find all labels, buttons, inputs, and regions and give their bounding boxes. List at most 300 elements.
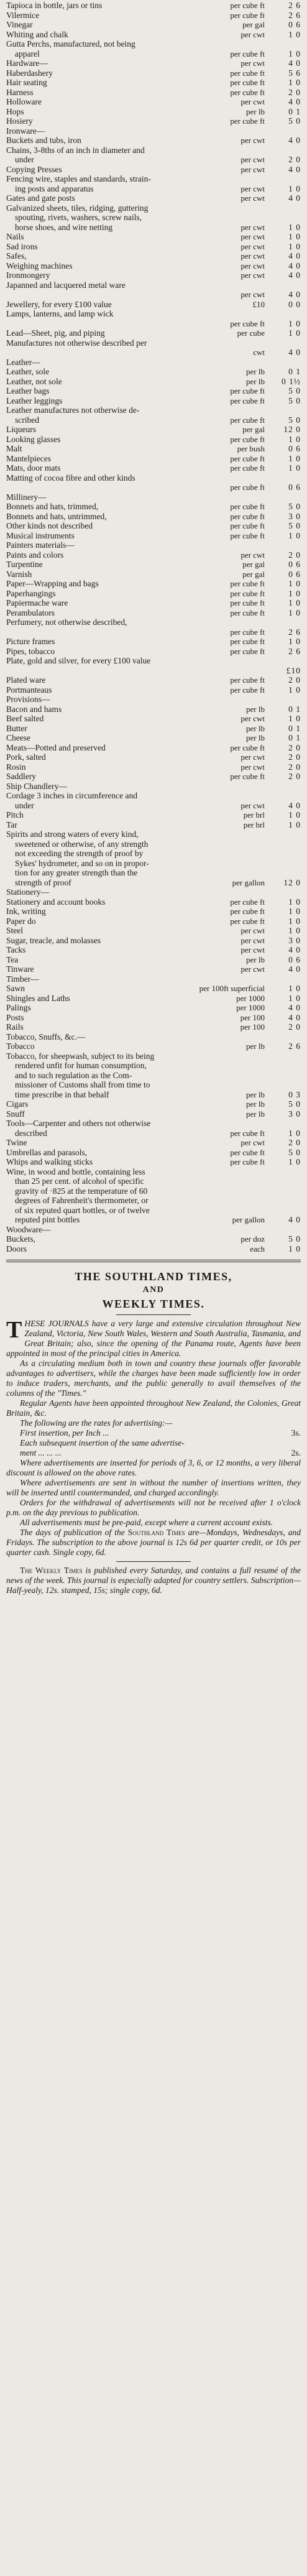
tariff-item-label: Manufactures not otherwise described per: [6, 338, 147, 348]
tariff-item-label: Cordage 3 inches in circumference and: [6, 791, 138, 800]
ad-paragraph-countermand: Where advertisements are sent in without the number of insertions written, they will be inserted until countermanded, and charged accordingly.: [6, 1478, 301, 1497]
tariff-item-label: Paper—Wrapping and bags: [6, 579, 99, 588]
tariff-item-duty: 2 6: [288, 1041, 301, 1051]
tariff-item-unit: per gallon: [232, 877, 265, 887]
tariff-row: [6, 1003, 301, 1013]
tariff-item-label: Umbrellas and parasols,: [6, 1147, 88, 1157]
tariff-row: [6, 290, 301, 300]
tariff-item-unit: per 1000: [236, 993, 265, 1003]
tariff-item-duty: 1 0: [288, 183, 301, 193]
tariff-item-unit: per cwt: [241, 193, 265, 203]
tariff-item-label: reputed pint bottles: [15, 1215, 80, 1224]
tariff-item-unit: per cube ft: [230, 897, 265, 907]
ad-paragraph-circulation: As a circulating medium both in town and country these journals offer favorable advantages to advertisers, while the charges have been made sufficiently low in order to induce traders, merchants, and the public generally to avail themselves of the columns of the "Times.": [6, 1359, 301, 1398]
tariff-item-label: Whiting and chalk: [6, 29, 68, 39]
tariff-item-label: Millinery—: [6, 492, 47, 502]
publication-days-b: are—Mondays, Wednesdays, and Fridays. The subscription to the above journal is 12s 6d per quarter credit, or 10s per quarter cash. Single copy, 6d.: [6, 1528, 301, 1557]
tariff-row: [6, 386, 301, 396]
tariff-item-label: Palings: [6, 1003, 31, 1012]
tariff-row: [6, 550, 301, 560]
tariff-item-label: Papiermache ware: [6, 598, 68, 607]
tariff-item-label: Ironmongery: [6, 270, 50, 280]
tariff-item-label: Spirits and strong waters of every kind,: [6, 829, 139, 839]
tariff-row: [6, 608, 301, 618]
tariff-item-unit: per cwt: [241, 1138, 265, 1147]
tariff-item-unit: per lb: [246, 733, 265, 742]
tariff-item-unit: per lb: [246, 106, 265, 116]
tariff-row: [6, 598, 301, 608]
tariff-item-duty: 0 6: [288, 560, 301, 569]
tariff-item-label: Bonnets and hats, untrimmed,: [6, 511, 107, 521]
tariff-item-duty: 1 0: [288, 1128, 301, 1138]
tariff-row: [6, 1215, 301, 1225]
tariff-item-label: Turpentine: [6, 560, 43, 569]
tariff-item-unit: per cube ft: [230, 415, 265, 425]
tariff-row: [6, 1041, 301, 1051]
tariff-row: [6, 155, 301, 165]
tariff-item-duty: 2 6: [288, 10, 301, 20]
tariff-row: [6, 560, 301, 570]
ad-title-line1: THE SOUTHLAND TIMES,: [75, 1270, 232, 1283]
tariff-row: [6, 1, 301, 11]
tariff-item-unit: per cube: [237, 328, 265, 338]
tariff-item-label: Pitch: [6, 810, 24, 819]
tariff-item-label: Jewellery, for every £100 value: [6, 299, 112, 309]
tariff-item-duty: 4 0: [288, 964, 301, 974]
tariff-item-duty: 4 0: [288, 164, 301, 174]
tariff-item-duty: 4 0: [288, 1215, 301, 1224]
tariff-item-unit: per cube ft: [230, 10, 265, 20]
tariff-row: [6, 772, 301, 782]
tariff-item-label: time prescribe in that behalf: [15, 1089, 109, 1099]
tariff-item-duty: 2 6: [288, 646, 301, 656]
tariff-item-label: Vilermice: [6, 10, 40, 20]
tariff-item-label: Mantelpieces: [6, 453, 51, 463]
tariff-item-unit: per cwt: [241, 155, 265, 164]
tariff-row: [6, 68, 301, 78]
tariff-item-label: Wine, in wood and bottle, containing less: [6, 1166, 145, 1176]
tariff-item-label: Copying Presses: [6, 164, 62, 174]
tariff-item-duty: 0 6: [288, 444, 301, 453]
tariff-row: [6, 203, 301, 213]
tariff-item-unit: per lb: [246, 1099, 265, 1109]
tariff-item-label: spouting, rivets, washers, screw nails,: [15, 213, 142, 222]
tariff-row: [6, 165, 301, 175]
tariff-item-label: Painters materials—: [6, 540, 75, 550]
tariff-item-label: apparel: [15, 48, 40, 58]
tariff-item-label: Posts: [6, 1012, 24, 1022]
tariff-item-duty: 1 0: [288, 607, 301, 617]
tariff-row: [6, 97, 301, 107]
tariff-item-label: Leather, sole: [6, 367, 50, 376]
closing-divider: [116, 1561, 191, 1562]
tariff-item-unit: per cwt: [241, 261, 265, 270]
tariff-item-unit: per 100: [240, 1022, 265, 1032]
tariff-item-label: Stationery and account books: [6, 897, 106, 907]
tariff-item-duty: 1 0: [288, 926, 301, 935]
tariff-row: [6, 984, 301, 994]
tariff-item-label: Leather manufactures not otherwise de-: [6, 405, 140, 415]
tariff-row: [6, 974, 301, 984]
tariff-item-duty: 1 0: [288, 984, 301, 993]
tariff-item-label: Tapioca in bottle, jars or tins: [6, 1, 103, 10]
tariff-item-duty: 3 0: [288, 935, 301, 945]
tariff-item-label: Galvanized sheets, tiles, ridging, guttering: [6, 203, 149, 213]
tariff-item-unit: per cwt: [241, 241, 265, 251]
tariff-item-label: Varnish: [6, 569, 32, 579]
tariff-item-duty: 4 0: [288, 348, 301, 357]
rates-intro: The following are the rates for advertising:—: [20, 1418, 173, 1428]
tariff-item-unit: per bush: [237, 444, 265, 453]
tariff-item-label: Fencing wire, staples and standards, strain-: [6, 174, 151, 183]
tariff-item-label: Gutta Perchs, manufactured, not being: [6, 39, 135, 48]
tariff-row: [6, 358, 301, 367]
tariff-item-unit: per cwt: [241, 714, 265, 723]
tariff-item-unit: per cwt: [241, 290, 265, 299]
tariff-row: [6, 782, 301, 792]
tariff-item-duty: 1 0: [288, 530, 301, 540]
tariff-item-label: Tea: [6, 954, 19, 964]
tariff-item-unit: per lb: [246, 376, 265, 386]
tariff-row: [6, 791, 301, 801]
tariff-row: [6, 88, 301, 98]
tariff-row: [6, 1234, 301, 1244]
ad-paragraph-discount: Where advertisements are inserted for periods of 3, 6, or 12 months, a very liberal discount is allowed on the above rates.: [6, 1458, 301, 1477]
tariff-item-duty: 12 0: [283, 425, 301, 434]
tariff-item-label: Plated ware: [6, 675, 46, 685]
tariff-item-unit: per cwt: [241, 926, 265, 935]
tariff-item-duty: 4 0: [288, 290, 301, 299]
tariff-item-label: Pork, salted: [6, 752, 46, 762]
tariff-item-unit: per cwt: [241, 935, 265, 945]
tariff-row: [6, 647, 301, 657]
tariff-row: [6, 733, 301, 743]
tariff-item-duty: 0 1: [288, 733, 301, 742]
tariff-item-unit: per cube ft: [230, 1157, 265, 1166]
tariff-row: [6, 1138, 301, 1148]
tariff-item-unit: per cwt: [241, 752, 265, 762]
tariff-row: [6, 762, 301, 772]
tariff-item-label: Nails: [6, 232, 24, 241]
rate-row-subsequent-b: [6, 1448, 301, 1458]
tariff-row: [6, 859, 301, 869]
tariff-item-duty: 1 0: [288, 48, 301, 58]
advertising-rates: [6, 1418, 301, 1458]
tariff-item-label: Musical instruments: [6, 530, 75, 540]
tariff-row: [6, 30, 301, 40]
tariff-row: [6, 849, 301, 859]
tariff-item-unit: per cube ft: [230, 907, 265, 916]
tariff-row: [6, 309, 301, 319]
tariff-item-unit: per cube ft: [230, 482, 265, 492]
tariff-item-label: Other kinds not described: [6, 521, 93, 530]
tariff-item-label: of six reputed quart bottles, or of twelve: [15, 1205, 150, 1215]
tariff-row: [6, 579, 301, 589]
tariff-item-duty: 1 0: [288, 685, 301, 695]
tariff-item-duty: 1 0: [288, 222, 301, 232]
tariff-item-label: horse shoes, and wire netting: [15, 222, 113, 232]
tariff-row: [6, 338, 301, 348]
tariff-item-unit: per brl: [243, 810, 265, 819]
tariff-row: [6, 232, 301, 242]
tariff-item-duty: 0 0: [288, 299, 301, 309]
tariff-row: [6, 907, 301, 916]
tariff-item-duty: 5 0: [288, 1147, 301, 1157]
ad-paragraph-prepaid: All advertisements must be pre-paid, except where a current account exists.: [20, 1518, 273, 1527]
tariff-item-duty: 2 6: [288, 1, 301, 10]
tariff-item-label: Leather, not sole: [6, 376, 62, 386]
southland-times-name: Southland Times: [127, 1528, 185, 1537]
tariff-item-label: Hosiery: [6, 116, 33, 126]
tariff-item-duty: 1 0: [288, 232, 301, 241]
tariff-item-label: Hair seating: [6, 78, 47, 87]
tariff-item-label: Bacon and hams: [6, 704, 62, 714]
tariff-item-label: sweetened or otherwise, of any strength: [15, 839, 149, 849]
tariff-item-label: Leather—: [6, 357, 40, 367]
tariff-item-label: Steel: [6, 926, 23, 935]
tariff-row: [6, 1013, 301, 1023]
tariff-row: [6, 916, 301, 926]
tariff-item-duty: 0 6: [288, 569, 301, 579]
tariff-row: [6, 964, 301, 974]
tariff-row: [6, 270, 301, 280]
tariff-item-label: Tinware: [6, 964, 34, 974]
tariff-item-unit: per cwt: [241, 222, 265, 232]
tariff-row: [6, 1167, 301, 1177]
tariff-item-label: scribed: [15, 415, 39, 425]
tariff-item-label: Hardware—: [6, 58, 48, 68]
tariff-row: [6, 1080, 301, 1090]
tariff-row: [6, 136, 301, 145]
tariff-item-duty: 5 0: [288, 521, 301, 530]
tariff-row: [6, 994, 301, 1004]
tariff-item-duty: 1 0: [288, 588, 301, 598]
tariff-item-duty: 5 0: [288, 386, 301, 395]
rate-first-value: 3s.: [291, 1428, 301, 1438]
tariff-item-duty: 1 0: [288, 897, 301, 907]
tariff-item-label: Looking glasses: [6, 434, 61, 444]
tariff-row: [6, 377, 301, 387]
tariff-item-duty: 1 0: [288, 993, 301, 1003]
tariff-item-unit: per cube ft: [230, 511, 265, 521]
tariff-row: [6, 328, 301, 338]
tariff-row: [6, 839, 301, 849]
tariff-item-unit: per cube ft: [230, 386, 265, 395]
tariff-item-label: Plate, gold and silver, for every £100 value: [6, 656, 151, 665]
tariff-item-label: Weighing machines: [6, 261, 73, 270]
tariff-item-unit: per gal: [242, 560, 265, 569]
tariff-item-unit: per cube ft: [230, 78, 265, 87]
tariff-row: [6, 49, 301, 59]
tariff-item-duty: 4 0: [288, 1003, 301, 1012]
tariff-item-label: Buckets,: [6, 1234, 35, 1244]
tariff-item-duty: 5 0: [288, 415, 301, 425]
tariff-item-label: Holloware: [6, 97, 42, 106]
tariff-item-label: Malt: [6, 444, 22, 453]
tariff-item-duty: 2 0: [288, 550, 301, 560]
tariff-item-label: Perambulators: [6, 607, 55, 617]
tariff-item-unit: per lb: [246, 1089, 265, 1099]
tariff-row: [6, 1196, 301, 1206]
tariff-item-duty: 2 0: [288, 742, 301, 752]
tariff-item-label: Liqueurs: [6, 425, 36, 434]
tariff-row: [6, 627, 301, 637]
tariff-item-label: Sykes' hydrometer, and so on in propor-: [15, 858, 149, 868]
tariff-item-duty: 1 0: [288, 810, 301, 819]
tariff-item-label: Tar: [6, 819, 17, 829]
tariff-row: [6, 521, 301, 531]
tariff-row: [6, 78, 301, 88]
tariff-item-label: gravity of ·825 at the temperature of 60: [15, 1186, 148, 1196]
tariff-item-label: Ink, writing: [6, 907, 46, 916]
tariff-item-label: Picture frames: [6, 637, 55, 646]
tariff-item-label: Hops: [6, 106, 24, 116]
tariff-item-label: Chains, 3-8ths of an inch in diameter and: [6, 145, 145, 155]
tariff-row: [6, 319, 301, 329]
tariff-row: [6, 868, 301, 878]
tariff-row: [6, 482, 301, 492]
southland-times-advertisement: [6, 1270, 301, 1595]
tariff-row: [6, 425, 301, 435]
tariff-item-unit: per cube ft: [230, 685, 265, 695]
ad-paragraph-intro: [6, 1319, 301, 1359]
tariff-item-label: Lead—Sheet, pig, and piping: [6, 328, 105, 338]
tariff-row: [6, 444, 301, 454]
tariff-row: [6, 1176, 301, 1186]
tariff-row: [6, 887, 301, 897]
tariff-item-label: Tobacco, for sheepwash, subject to its being: [6, 1051, 155, 1061]
tariff-row: [6, 242, 301, 252]
tariff-item-label: Cigars: [6, 1099, 29, 1109]
tariff-row: [6, 454, 301, 464]
tariff-item-duty: 4 0: [288, 193, 301, 203]
tariff-row: [6, 1061, 301, 1071]
publication-days-a: The days of publication of the: [20, 1528, 125, 1537]
tariff-row: [6, 126, 301, 136]
tariff-row: [6, 58, 301, 68]
tariff-row: [6, 926, 301, 936]
tariff-item-label: described: [15, 1128, 47, 1138]
tariff-item-unit: per cube ft: [230, 588, 265, 598]
tariff-item-unit: cwt: [253, 348, 265, 357]
tariff-item-unit: per lb: [246, 367, 265, 376]
tariff-item-label: Matting of cocoa fibre and other kinds: [6, 473, 135, 482]
tariff-item-duty: 1 0: [288, 916, 301, 926]
tariff-item-duty: 3 0: [288, 511, 301, 521]
rate-subsequent-value: 2s.: [291, 1448, 301, 1457]
tariff-row: [6, 801, 301, 811]
tariff-row: [6, 695, 301, 704]
title-underline: [116, 1314, 191, 1315]
tariff-item-label: Safes,: [6, 251, 27, 261]
tariff-item-unit: per cwt: [241, 58, 265, 68]
tariff-row: [6, 107, 301, 117]
tariff-item-unit: per cwt: [241, 251, 265, 261]
tariff-item-unit: per cube ft: [230, 116, 265, 126]
tariff-item-label: Stationery—: [6, 887, 49, 897]
tariff-item-unit: each: [250, 1244, 265, 1253]
tariff-item-duty: £10: [286, 665, 301, 675]
tariff-item-label: Ship Chandlery—: [6, 781, 67, 791]
tariff-item-duty: 4 0: [288, 1012, 301, 1022]
tariff-item-unit: per cwt: [241, 232, 265, 241]
tariff-row: [6, 531, 301, 541]
tariff-row: [6, 1099, 301, 1109]
tariff-item-unit: per 100: [240, 1012, 265, 1022]
tariff-row: [6, 251, 301, 261]
tariff-row: [6, 39, 301, 49]
tariff-item-duty: 0 6: [288, 482, 301, 492]
tariff-row: [6, 1032, 301, 1042]
tariff-item-unit: per cwt: [241, 945, 265, 954]
tariff-item-duty: 1 0: [288, 907, 301, 916]
weekly-times-text: is published every Saturday, and contains a full resumé of the news of the week. This journal is especially adapted for country settlers. Subscription—Half-yealy, 12s. stamped, 15s; single copy, 6d.: [6, 1566, 301, 1595]
rate-subsequent-label: Each subsequent insertion of the same advertise-: [20, 1438, 185, 1447]
tariff-item-label: Perfumery, not otherwise described,: [6, 617, 127, 627]
tariff-row: [6, 656, 301, 666]
tariff-item-duty: 0 1: [288, 367, 301, 376]
tariff-row: [6, 1244, 301, 1254]
tariff-item-unit: per cwt: [241, 270, 265, 280]
tariff-item-label: missioner of Customs shall from time to: [15, 1080, 150, 1089]
tariff-item-unit: per cube ft: [230, 916, 265, 926]
tariff-item-unit: per 100ft superficial: [199, 984, 265, 993]
tariff-item-unit: per cube ft: [230, 646, 265, 656]
tariff-item-duty: 0 1½: [282, 376, 301, 386]
tariff-item-duty: 1 0: [288, 598, 301, 607]
tariff-item-unit: per cube ft: [230, 68, 265, 78]
tariff-item-duty: 1 0: [288, 328, 301, 338]
tariff-row: [6, 367, 301, 377]
tariff-item-duty: 4 0: [288, 945, 301, 954]
tariff-item-duty: 1 0: [288, 637, 301, 646]
tariff-row: [6, 540, 301, 550]
tariff-item-duty: 0 1: [288, 704, 301, 714]
tariff-item-duty: 1 0: [288, 463, 301, 473]
tariff-item-label: Pipes, tobacco: [6, 646, 55, 656]
tariff-item-unit: per brl: [243, 819, 265, 829]
tariff-item-label: degrees of Fahrenheit's thermometer, or: [15, 1196, 149, 1205]
tariff-item-label: Woodware—: [6, 1224, 51, 1234]
tariff-item-duty: 5 0: [288, 1234, 301, 1244]
tariff-item-unit: per cube ft: [230, 598, 265, 607]
tariff-item-duty: 1 0: [288, 1157, 301, 1166]
tariff-item-unit: per cube ft: [230, 395, 265, 405]
tariff-item-label: Doors: [6, 1244, 27, 1253]
tariff-item-unit: per cwt: [241, 164, 265, 174]
tariff-item-label: Provisions—: [6, 695, 50, 704]
customs-tariff-list: [6, 0, 301, 1253]
tariff-item-duty: 2 0: [288, 762, 301, 772]
tariff-row: [6, 512, 301, 522]
tariff-item-label: than 25 per cent. of alcohol of specific: [15, 1176, 144, 1186]
tariff-row: [6, 463, 301, 473]
tariff-item-unit: per lb: [246, 704, 265, 714]
tariff-row: [6, 589, 301, 599]
tariff-item-label: Paper do: [6, 916, 36, 926]
tariff-item-label: Whips and walking sticks: [6, 1157, 93, 1166]
tariff-row: [6, 829, 301, 839]
tariff-item-unit: per cube ft: [230, 434, 265, 444]
tariff-item-label: Cheese: [6, 733, 30, 742]
tariff-row: [6, 213, 301, 223]
tariff-row: [6, 300, 301, 310]
tariff-item-unit: per cube ft: [230, 48, 265, 58]
weekly-times-name: The Weekly Times: [20, 1566, 83, 1575]
tariff-item-duty: 2 0: [288, 1022, 301, 1032]
tariff-item-label: Leather leggings: [6, 395, 63, 405]
tariff-item-label: Shingles and Laths: [6, 993, 70, 1003]
